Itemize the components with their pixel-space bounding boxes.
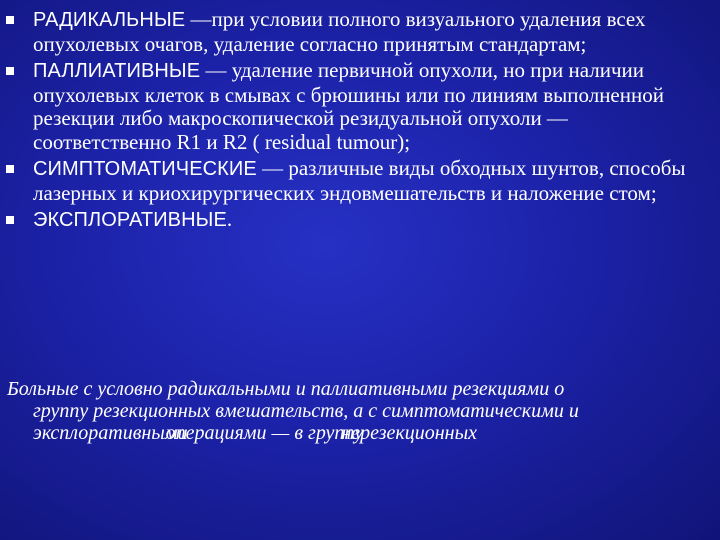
- bullet-text: .: [226, 207, 233, 231]
- bullet-text: —при условии полного визуального удаления всех опухолевых очагов, удаление согласно принятым стандартам;: [33, 7, 646, 56]
- bullet-heading: РАДИКАЛЬНЫЕ: [33, 9, 186, 31]
- square-bullet-icon: [6, 67, 14, 75]
- bullet-item-radical: [0, 8, 700, 56]
- bullet-heading: ЭКСПЛОРАТИВНЫЕ: [33, 209, 227, 231]
- square-bullet-icon: [6, 216, 14, 224]
- bullet-heading: ПАЛЛИАТИВНЫЕ: [33, 60, 201, 82]
- note-line-1: Больные с условно радикальными и паллиативными резекциями о: [7, 378, 565, 400]
- bullet-heading: СИМПТОМАТИЧЕСКИЕ: [33, 158, 257, 180]
- bullet-item-palliative: [0, 59, 700, 154]
- bullet-item-explorative: [0, 208, 700, 233]
- note-line-3: [7, 422, 720, 444]
- bullet-text: — различные виды обходных шунтов, способы лазерных и криохирургических эндовмешательств и наложение стом;: [33, 156, 686, 205]
- bullet-text: — удаление первичной опухоли, но при наличии опухолевых клеток в смывах с брюшины или по линиям выполненной резекции либо макроскопической резидуальной опухоли — соответственно R1 и R2 ( residual tumour);: [33, 58, 664, 154]
- note-fragment: операциями — в группу: [165, 422, 364, 444]
- note-fragment: нерезекционных: [341, 422, 478, 444]
- summary-note: [7, 378, 720, 444]
- note-line-2: группу резекционных вмешательств, а с симптоматическими и: [33, 400, 579, 422]
- bullet-list: [0, 8, 700, 236]
- square-bullet-icon: [6, 16, 14, 24]
- note-fragment: эксплоративными: [33, 422, 188, 444]
- square-bullet-icon: [6, 165, 14, 173]
- bullet-item-symptomatic: [0, 157, 700, 205]
